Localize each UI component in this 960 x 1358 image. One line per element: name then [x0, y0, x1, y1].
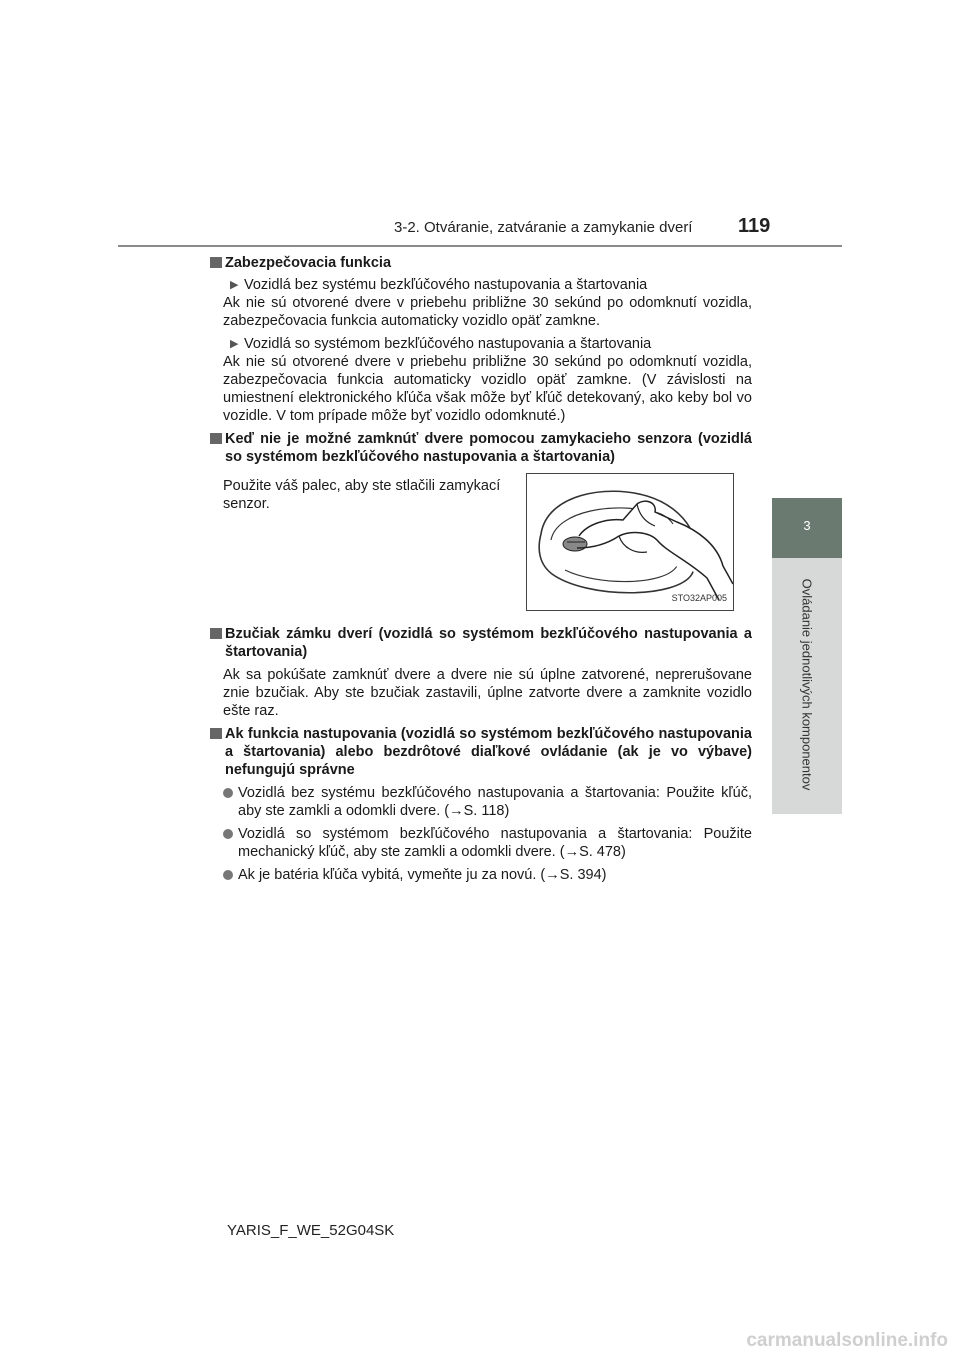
section-heading [210, 725, 752, 779]
subheading-text: Vozidlá so systémom bezkľúčového nastupovania a štartovania [244, 336, 652, 352]
section-title: 3-2. Otváranie, zatváranie a zamykanie dverí [394, 219, 693, 236]
triangle-right-icon: ▶ [230, 338, 239, 350]
circle-bullet-icon [223, 870, 233, 880]
paragraph: Ak sa pokúšate zamknúť dvere a dvere nie sú úplne zatvorené, neprerušovane znie bzučiak. Aby ste bzučiak zastavili, úplne zatvorte dvere a zamknite vozidlo ešte raz. [223, 667, 752, 719]
watermark: carmanualsonline.info [746, 1330, 948, 1351]
list-item [210, 866, 752, 884]
circle-bullet-icon [223, 829, 233, 839]
page-content [210, 254, 752, 884]
heading-text: Ak funkcia nastupovania (vozidlá so systémom bezkľúčového nastupovania a štartovania) alebo bezdrôtové diaľkové ovládanie (ak je vo výbave) nefungujú správne [225, 726, 752, 778]
square-bullet-icon [210, 257, 222, 268]
figure-caption: Použite váš palec, aby ste stlačili zamykací senzor. [223, 478, 501, 512]
square-bullet-icon [210, 433, 222, 444]
heading-text: Bzučiak zámku dverí (vozidlá so systémom bezkľúčového nastupovania a štartovania) [225, 626, 752, 660]
subheading [210, 335, 752, 353]
chapter-label: Ovládanie jednotlivých komponentov [799, 578, 815, 791]
section-heading [210, 625, 752, 661]
list-item-text: Vozidlá so systémom bezkľúčového nastupovania a štartovania: Použite mechanický kľúč, aby ste zamkli a odomkli dvere. (→S. 478) [238, 826, 752, 860]
heading-text: Zabezpečovacia funkcia [225, 255, 392, 271]
figure-row [210, 473, 752, 615]
circle-bullet-icon [223, 788, 233, 798]
door-handle-illustration [526, 473, 734, 611]
list-item [210, 825, 752, 861]
paragraph: Ak nie sú otvorené dvere v priebehu približne 30 sekúnd po odomknutí vozidla, zabezpečovacia funkcia automaticky vozidlo opäť zamkne. [223, 295, 752, 329]
section-heading [210, 254, 752, 272]
list-item [210, 784, 752, 820]
document-code: YARIS_F_WE_52G04SK [227, 1222, 395, 1239]
page-number: 119 [738, 215, 771, 237]
subheading [210, 276, 752, 294]
header-divider [118, 245, 842, 247]
triangle-right-icon: ▶ [230, 279, 239, 291]
paragraph: Ak nie sú otvorené dvere v priebehu približne 30 sekúnd po odomknutí vozidla, zabezpečovacia funkcia automaticky vozidlo opäť zamkne. (V závislosti na umiestnení elektronického kľúča však môže byť kľúč detekovaný, ako keby bol vo vozidle. V tom prípade môže byť vozidlo odomknuté.) [223, 354, 752, 424]
chapter-number: 3 [803, 518, 811, 533]
section-heading [210, 430, 752, 466]
list-item-text: Ak je batéria kľúča vybitá, vymeňte ju za novú. (→S. 394) [238, 867, 607, 883]
square-bullet-icon [210, 628, 222, 639]
subheading-text: Vozidlá bez systému bezkľúčového nastupovania a štartovania [244, 277, 648, 293]
square-bullet-icon [210, 728, 222, 739]
heading-text: Keď nie je možné zamknúť dvere pomocou zamykacieho senzora (vozidlá so systémom bezkľúčového nastupovania a štartovania) [225, 431, 752, 465]
list-item-text: Vozidlá bez systému bezkľúčového nastupovania a štartovania: Použite kľúč, aby ste zamkli a odomkli dvere. (→S. 118) [238, 785, 752, 819]
figure-code: STO32AP005 [671, 593, 727, 603]
